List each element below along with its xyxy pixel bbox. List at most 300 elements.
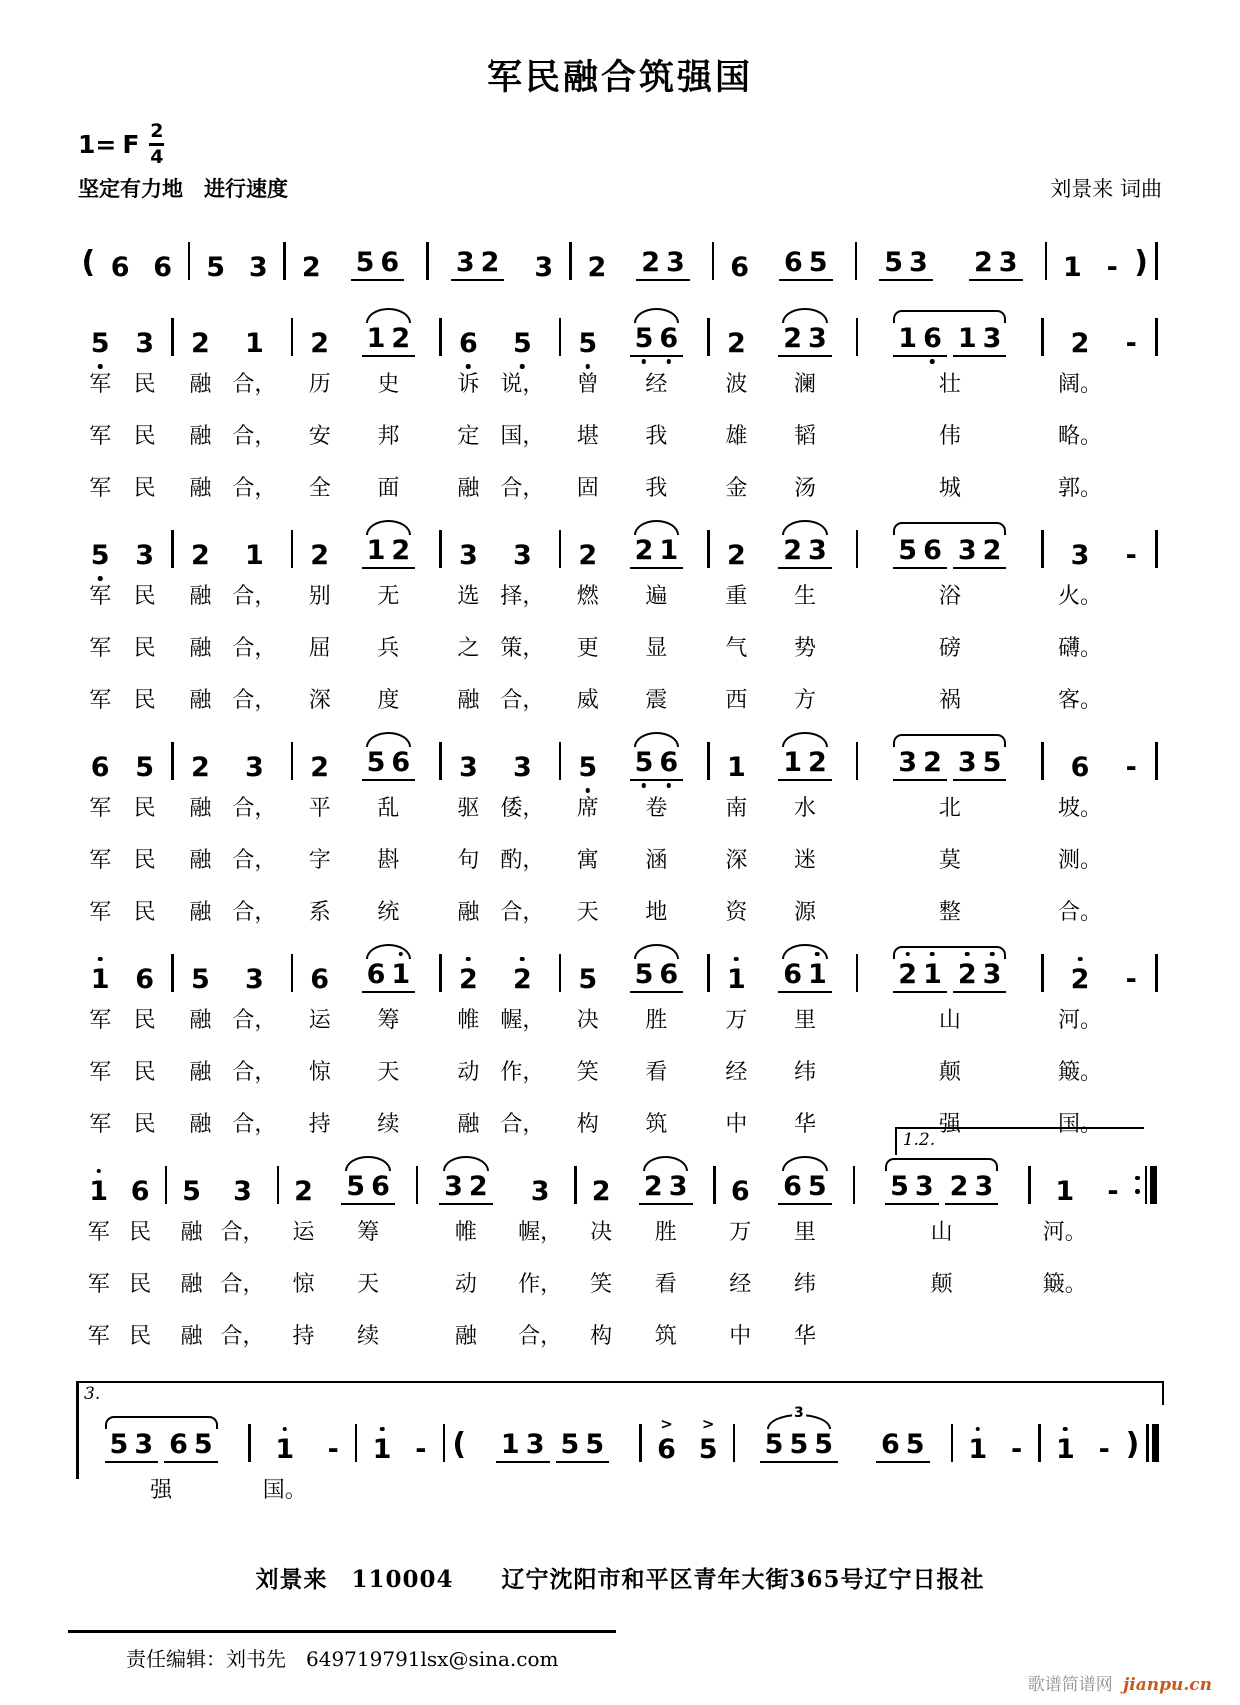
note-group — [338, 1170, 398, 1205]
lyric-syllable: 合， — [232, 688, 277, 713]
key-letter: F — [122, 129, 140, 159]
beamed-pair — [879, 246, 933, 281]
final-barline — [1146, 1424, 1159, 1462]
note-digit: 2 — [480, 246, 500, 278]
notation-column — [298, 733, 342, 937]
note-digit: 3 — [808, 534, 827, 566]
note-digit: 6 — [90, 751, 110, 783]
barline — [1155, 954, 1158, 992]
lyric-syllable: 融 — [189, 1060, 212, 1085]
notation-column — [687, 1415, 729, 1515]
note-digit: 6 — [153, 251, 173, 283]
meta-row — [78, 173, 1162, 203]
system-intro — [78, 233, 1162, 281]
note-digit: 2 — [808, 746, 827, 778]
lyric-syllable: 我 — [645, 424, 668, 449]
dash-note: - — [1125, 539, 1137, 571]
lyric-syllable: 震 — [645, 688, 668, 713]
lyric-syllable: 国。 — [262, 1478, 307, 1503]
volta-bracket: 3. — [76, 1381, 1164, 1405]
lyric-syllable: 遍 — [645, 584, 668, 609]
repeat-sign — [1135, 1166, 1157, 1204]
lyric-syllable: 筹 — [377, 1008, 400, 1033]
notation-column — [852, 742, 863, 937]
note-digit: 2 — [895, 961, 920, 988]
lyric-syllable: 定 — [457, 424, 480, 449]
notation-column — [1151, 742, 1162, 937]
notation-column — [1037, 318, 1048, 513]
beamed-pair — [779, 246, 833, 281]
barline — [171, 318, 174, 356]
notation-column — [1095, 1157, 1131, 1361]
beamed-pair — [362, 322, 416, 357]
note-digit: 5 — [578, 963, 598, 995]
notation-column — [439, 1424, 449, 1515]
note-digit: 6 — [391, 746, 411, 778]
lyric-syllable: 韬 — [794, 424, 817, 449]
lyric-syllable: 民 — [133, 688, 156, 713]
barline — [712, 242, 715, 280]
note-digit: 1 — [783, 746, 803, 778]
beamed-pair — [953, 746, 1007, 781]
note-digit: 5 — [764, 1428, 784, 1460]
notation-column — [324, 1157, 412, 1361]
note-digit: 6 — [380, 246, 400, 278]
notation-column — [171, 1157, 212, 1361]
notation-column — [435, 742, 446, 937]
note-group — [966, 246, 1026, 281]
notation-column — [951, 233, 1041, 281]
note-digit: 3 — [244, 751, 264, 783]
notation-column — [290, 233, 333, 281]
lyric-syllable: 民 — [133, 848, 156, 873]
barline — [1155, 530, 1158, 568]
notation-column — [1051, 233, 1094, 281]
note-group — [775, 958, 835, 993]
barline — [248, 1424, 251, 1462]
lyric-syllable: 军 — [89, 1060, 112, 1085]
barline — [574, 1166, 577, 1204]
key-prefix: 1= — [78, 129, 117, 159]
lyric-syllable: 天 — [576, 900, 599, 925]
lyric-syllable: 惊 — [292, 1272, 315, 1297]
note-digit: 2 — [974, 246, 993, 278]
barline — [853, 1166, 856, 1204]
note-digit: 5 — [575, 754, 600, 781]
lyric-syllable: 民 — [129, 1220, 152, 1245]
lyric-syllable: 屈 — [308, 636, 331, 661]
barline — [439, 530, 442, 568]
note-digit: 5 — [982, 746, 1002, 778]
lyric-syllable: 合， — [232, 848, 277, 873]
slur-arc — [782, 1156, 827, 1171]
note-group — [775, 746, 835, 781]
notation-column — [703, 954, 714, 1149]
note-group — [359, 746, 419, 781]
notation-column — [849, 1166, 859, 1361]
note-digit: 2 — [294, 1175, 313, 1207]
lyric-syllable: 系 — [308, 900, 331, 925]
lyric-syllable: 兵 — [377, 636, 400, 661]
note-digit: > 5 — [696, 1436, 721, 1463]
barline — [856, 530, 859, 568]
lyric-syllable: 续 — [377, 1112, 400, 1137]
lyric-syllable: 惊 — [308, 1060, 331, 1085]
notation-column — [446, 733, 490, 937]
lyric-syllable: 动 — [457, 1060, 480, 1085]
note-digit: 2 — [310, 539, 330, 571]
lyric-syllable: 簸。 — [1042, 1272, 1087, 1297]
dash-note: - — [1125, 751, 1137, 783]
notation-column — [714, 945, 758, 1149]
lyric-syllable: 幄， — [500, 1008, 545, 1033]
note-digit: 2 — [456, 966, 481, 993]
note-digit: 5 — [632, 749, 657, 776]
lyric-syllable: 合， — [232, 1060, 277, 1085]
beamed-pair — [341, 1170, 395, 1205]
note-digit: 2 — [587, 251, 607, 283]
note-group — [775, 1170, 835, 1205]
lyric-syllable: 筑 — [654, 1324, 677, 1349]
lyric-syllable: 河。 — [1042, 1220, 1087, 1245]
dash-note: - — [415, 1433, 427, 1465]
notation-column — [1112, 521, 1151, 725]
notation-column — [761, 1157, 849, 1361]
lyric-syllable: 郭。 — [1058, 476, 1103, 501]
lyric-syllable: 合。 — [1058, 900, 1103, 925]
notation-column — [435, 954, 446, 1149]
note-digit: 5 — [88, 542, 113, 569]
barline — [291, 742, 294, 780]
note-digit: 2 — [955, 961, 980, 988]
barline — [1028, 1166, 1031, 1204]
notes-line — [78, 945, 1162, 1149]
notation-column — [412, 1166, 422, 1361]
lyric-syllable: 合， — [220, 1220, 265, 1245]
notation-column — [286, 530, 297, 725]
note-digit: 6 — [1070, 751, 1090, 783]
editor-line: 责任编辑：刘书先 649719791lsx@sina.com — [126, 1647, 559, 1671]
lyric-syllable: 合， — [232, 796, 277, 821]
beamed-pair — [893, 534, 947, 569]
lyric-syllable: 略。 — [1058, 424, 1103, 449]
lyric-syllable: 融 — [180, 1324, 203, 1349]
divider-rule — [68, 1630, 616, 1634]
notation-column — [1025, 1166, 1035, 1361]
dash-note: - — [327, 1433, 339, 1465]
note-digit: 1 — [1063, 251, 1082, 283]
note-digit: 2 — [783, 322, 803, 354]
close-paren: ) — [1134, 244, 1148, 280]
barline — [707, 954, 710, 992]
note-digit: 2 — [726, 539, 746, 571]
note-digit: 1 — [659, 534, 679, 566]
note-digit: 5 — [575, 330, 600, 357]
barline — [639, 1424, 642, 1462]
barline — [171, 742, 174, 780]
notation-column — [566, 733, 610, 937]
lyric-syllable: 安 — [308, 424, 331, 449]
beamed-pair — [451, 246, 505, 281]
note-group — [890, 322, 1009, 357]
lyric-syllable: 邦 — [377, 424, 400, 449]
notation-column — [435, 318, 446, 513]
notation-column — [636, 1424, 646, 1515]
note-digit: 1 — [726, 751, 746, 783]
notation-column — [580, 1157, 621, 1361]
barline — [856, 318, 859, 356]
lyric-syllable: 军 — [89, 476, 112, 501]
note-digit: 1 — [244, 539, 264, 571]
lyric-syllable: 更 — [576, 636, 599, 661]
lyric-syllable: 经 — [729, 1272, 752, 1297]
note-digit: 1 — [366, 534, 386, 566]
lyric-syllable: 生 — [794, 584, 817, 609]
note-digit: 2 — [510, 966, 535, 993]
note-digit: 2 — [578, 539, 598, 571]
beamed-pair — [630, 746, 684, 781]
notation-column — [78, 309, 122, 513]
notation-column — [1112, 945, 1151, 1149]
lyric-syllable: 伟 — [938, 424, 961, 449]
lyric-syllable: 融 — [189, 424, 212, 449]
note-digit: 5 — [355, 246, 375, 278]
beamed-pair — [556, 1428, 610, 1463]
lyric-syllable: 驱 — [457, 796, 480, 821]
note-digit: 2 — [190, 751, 210, 783]
notation-column — [286, 318, 297, 513]
lyric-syllable: 军 — [89, 900, 112, 925]
notation-column — [863, 945, 1037, 1149]
lyric-syllable: 融 — [457, 1112, 480, 1137]
lyric-syllable: 民 — [133, 1112, 156, 1137]
notation-column — [1151, 530, 1162, 725]
notation-column — [852, 530, 863, 725]
barline — [707, 530, 710, 568]
notation-column — [184, 242, 194, 281]
lyric-syllable: 军 — [87, 1220, 110, 1245]
lyric-syllable: 策， — [500, 636, 545, 661]
note-digit: 3 — [135, 539, 154, 571]
barline — [283, 242, 286, 280]
notation-column — [861, 233, 951, 281]
system-verse-line-5-volta12 — [78, 1129, 1162, 1361]
notation-column — [351, 1424, 361, 1515]
lyric-syllable: 强 — [938, 1112, 961, 1137]
notes-line — [78, 309, 1162, 513]
note-digit: > 6 — [654, 1436, 679, 1463]
note-digit: 2 — [949, 1170, 969, 1202]
notation-column — [223, 945, 287, 1149]
lyric-syllable: 水 — [794, 796, 817, 821]
publisher-line: 刘景来 110004 辽宁沈阳市和平区青年大街365号辽宁日报社 — [255, 1565, 985, 1593]
note-digit: 1 — [1055, 1175, 1075, 1207]
lyric-syllable: 里 — [794, 1008, 817, 1033]
note-digit: 2 — [923, 746, 942, 778]
lyric-syllable: 军 — [89, 584, 112, 609]
beamed-pair — [893, 746, 947, 781]
lyric-syllable: 融 — [189, 796, 212, 821]
beamed-pair — [639, 1170, 693, 1205]
lyric-syllable: 运 — [308, 1008, 331, 1033]
note-digit: 3 — [134, 1428, 154, 1460]
note-digit: 1 — [388, 961, 413, 988]
lyric-syllable: 民 — [129, 1324, 152, 1349]
notation-column — [554, 742, 565, 937]
note-group — [436, 1170, 496, 1205]
notes-line — [78, 521, 1162, 725]
lyric-syllable: 浴 — [938, 584, 961, 609]
note-digit: 6 — [920, 325, 945, 352]
lyric-syllable: 合， — [500, 1112, 545, 1137]
song-title: 军民融合筑强国 — [486, 58, 753, 98]
dash-note: - — [1098, 1433, 1110, 1465]
beamed-pair — [636, 246, 690, 281]
lyric-syllable: 构 — [590, 1324, 613, 1349]
note-digit: 1 — [805, 961, 830, 988]
notation-column — [78, 1415, 244, 1515]
notation-column — [759, 521, 852, 725]
volta-bracket: 1.2. — [895, 1127, 1144, 1155]
notation-column — [244, 1424, 254, 1515]
barline — [165, 1166, 168, 1204]
notation-column — [863, 309, 1037, 513]
lyric-syllable: 决 — [590, 1220, 613, 1245]
note-digit: 5 — [182, 1175, 201, 1207]
lyric-syllable: 作， — [518, 1272, 563, 1297]
barline — [355, 1424, 358, 1462]
lyric-syllable: 民 — [133, 584, 156, 609]
lyric-syllable: 堪 — [576, 424, 599, 449]
lyric-syllable: 壮 — [938, 372, 961, 397]
notation-column — [1131, 1166, 1162, 1361]
note-digit: 5 — [884, 246, 904, 278]
note-digit: 5 — [109, 1428, 129, 1460]
note-group — [882, 1170, 1001, 1205]
lyric-syllable: 军 — [89, 1112, 112, 1137]
lyric-syllable: 颠 — [938, 1060, 961, 1085]
note-digit: 6 — [135, 963, 154, 995]
note-digit: 3 — [957, 534, 977, 566]
notation-column — [161, 1166, 171, 1361]
lyric-syllable: 山 — [930, 1220, 953, 1245]
beamed-pair — [362, 746, 416, 781]
lyric-syllable: 卷 — [645, 796, 668, 821]
note-group — [348, 246, 408, 281]
beamed-pair — [760, 1428, 838, 1463]
notation-column — [122, 945, 166, 1149]
notation-column — [718, 233, 761, 281]
watermark — [1028, 1670, 1212, 1695]
notation-column — [710, 1166, 720, 1361]
note-digit: 3 — [233, 1175, 252, 1207]
lyric-syllable: 合， — [232, 636, 277, 661]
notation-column — [646, 1415, 688, 1515]
dash-note: - — [1106, 251, 1118, 283]
note-group — [627, 534, 687, 569]
beamed-pair — [893, 322, 947, 357]
lyric-syllable: 民 — [133, 1060, 156, 1085]
notation-column — [618, 233, 708, 281]
note-group — [776, 246, 836, 281]
note-digit: 5 — [808, 246, 828, 278]
lyric-syllable: 曾 — [576, 372, 599, 397]
notation-column — [1035, 1424, 1045, 1515]
lyric-syllable: 华 — [793, 1324, 816, 1349]
notation-column — [570, 1166, 580, 1361]
lyric-syllable: 无 — [377, 584, 400, 609]
lyric-syllable: 汤 — [794, 476, 817, 501]
note-group — [876, 246, 936, 281]
note-digit: 5 — [632, 325, 657, 352]
note-digit: 3 — [444, 1170, 463, 1202]
notation-column — [554, 318, 565, 513]
note-digit: 2 — [1068, 966, 1093, 993]
notation-column — [720, 1157, 761, 1361]
note-digit: 6 — [656, 749, 681, 776]
note-digit: 6 — [310, 963, 330, 995]
lyric-syllable: 军 — [87, 1324, 110, 1349]
dash-note: - — [1107, 1175, 1119, 1207]
note-digit: 1 — [86, 1178, 111, 1205]
lyric-syllable: 军 — [89, 796, 112, 821]
note-digit: 6 — [456, 330, 481, 357]
lyric-syllable: 山 — [938, 1008, 961, 1033]
notation-column — [78, 945, 122, 1149]
notation-column — [342, 309, 435, 513]
lyric-syllable: 笑 — [590, 1272, 613, 1297]
dash-note: - — [1125, 963, 1137, 995]
beamed-pair — [351, 246, 405, 281]
barline — [1041, 318, 1044, 356]
note-digit: 5 — [898, 534, 918, 566]
lyric-syllable: 融 — [189, 848, 212, 873]
notation-column — [610, 945, 703, 1149]
note-group — [359, 958, 419, 993]
notation-column — [433, 233, 523, 281]
lyric-syllable: 固 — [576, 476, 599, 501]
barline — [1045, 242, 1048, 280]
note-digit: 5 — [634, 958, 654, 990]
lyric-syllable: 地 — [645, 900, 668, 925]
notation-column — [703, 318, 714, 513]
notation-column — [761, 233, 851, 281]
barline — [707, 742, 710, 780]
notation-column — [491, 733, 555, 937]
notation-column — [957, 1415, 999, 1515]
lyric-syllable: 南 — [725, 796, 748, 821]
notation-column — [342, 945, 435, 1149]
notation-column — [279, 242, 289, 281]
note-digit: 3 — [982, 322, 1002, 354]
notes-line — [78, 1404, 1162, 1515]
notation-column — [286, 954, 297, 1149]
notation-column — [1152, 242, 1162, 281]
note-digit: 5 — [88, 330, 113, 357]
lyric-syllable: 资 — [725, 900, 748, 925]
lyric-syllable: 雄 — [725, 424, 748, 449]
lyric-syllable: 史 — [377, 372, 400, 397]
notation-column — [1048, 733, 1112, 937]
lyric-syllable: 势 — [794, 636, 817, 661]
note-digit: 2 — [641, 246, 660, 278]
barline — [707, 318, 710, 356]
barline — [277, 1166, 280, 1204]
note-group — [633, 246, 693, 281]
lyric-syllable: 中 — [729, 1324, 752, 1349]
notation-column — [576, 233, 619, 281]
lyric-syllable: 融 — [457, 476, 480, 501]
